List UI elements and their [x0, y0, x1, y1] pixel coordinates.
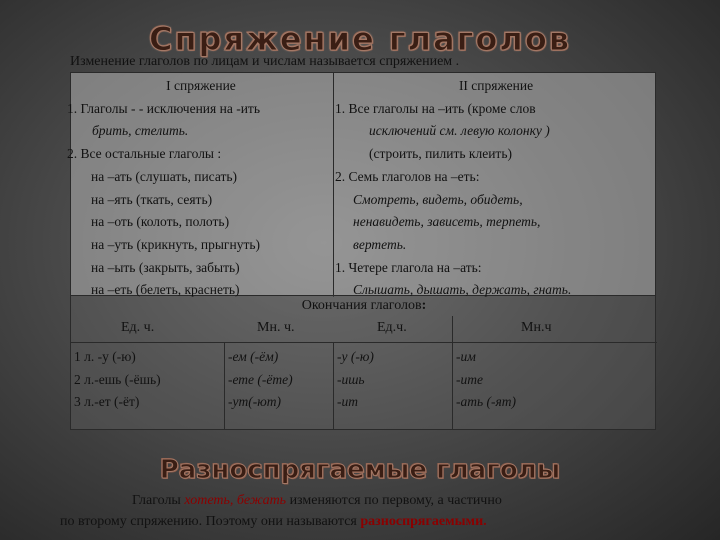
- rule-line: 1. Все глаголы на –ить (кроме слов: [335, 100, 536, 116]
- header-singular-2: Ед.ч.: [377, 320, 407, 335]
- highlighted-term: разноспрягаемыми.: [360, 514, 487, 529]
- slide-title: Спряжение глаголов: [148, 20, 572, 58]
- rule-line: 2. Все остальные глаголы :: [67, 146, 222, 162]
- first-conjugation-column: [67, 75, 335, 302]
- rule-line: вертеть.: [353, 236, 407, 252]
- endings-cell-plural-1: [228, 346, 293, 414]
- cell-divider: [452, 342, 453, 430]
- highlighted-verbs: хотеть, бежать: [184, 493, 287, 508]
- ending-line: -ут(-ют): [228, 394, 281, 410]
- ending-line: -ишь: [337, 371, 365, 387]
- ending-line: 1 л. -у (-ю): [74, 349, 136, 364]
- cell-divider: [333, 342, 334, 430]
- rule-line: брить, стелить.: [92, 123, 189, 139]
- ending-line: -ете (-ёте): [228, 371, 293, 387]
- header-divider: [452, 316, 453, 342]
- conjugation-table: [67, 72, 656, 430]
- ending-line: -ите: [456, 371, 483, 387]
- endings-section: [70, 296, 656, 430]
- endings-cell-singular-2: [337, 346, 374, 414]
- rule-line: на –ять (ткать, сеять): [91, 191, 213, 207]
- second-conjugation-column: [335, 75, 657, 302]
- endings-cell-plural-2: [456, 346, 516, 414]
- rule-line: (строить, пилить клеить): [369, 146, 512, 162]
- ending-line: 2 л.-ешь (-ёшь): [74, 371, 161, 387]
- endings-title: [71, 298, 657, 314]
- endings-title-text: Окончания глаголов: [301, 298, 422, 313]
- rule-line: 2. Семь глаголов на –еть:: [335, 168, 480, 184]
- rule-line: Слышать, дышать, держать, гнать.: [353, 282, 572, 298]
- ending-line: -ем (-ём): [228, 349, 279, 364]
- paragraph-text: Глаголы: [132, 493, 185, 508]
- ending-line: -ит: [337, 394, 358, 410]
- ending-line: 3 л.-ет (-ёт): [74, 394, 140, 410]
- rule-line: на –ать (слушать, писать): [91, 168, 238, 184]
- section-title: Разноспрягаемые глаголы: [159, 455, 561, 485]
- rule-line: 1. Глаголы - - исключения на -ить: [67, 100, 260, 116]
- rule-line: на –ыть (закрыть, забыть): [91, 259, 240, 275]
- conjugation-rules-section: [67, 72, 656, 298]
- second-conjugation-heading: II спряжение: [458, 78, 534, 93]
- bottom-paragraph: [60, 490, 680, 532]
- header-plural-2: Мн.ч: [521, 320, 552, 335]
- paragraph-text: по второму спряжению. Поэтому они называются: [60, 514, 361, 529]
- rule-line: на –оть (колоть, полоть): [91, 214, 230, 230]
- rule-line: на –еть (белеть, краснеть): [91, 282, 240, 298]
- rule-line: Смотреть, видеть, обидеть,: [353, 191, 523, 207]
- endings-title-colon: :: [421, 298, 427, 313]
- cell-divider: [224, 342, 225, 430]
- definition-text: Изменение глаголов по лицам и числам называется спряжением .: [70, 54, 460, 69]
- header-singular-1: Ед. ч.: [121, 320, 155, 335]
- header-plural-1: Мн. ч.: [257, 320, 295, 335]
- ending-line: -им: [456, 349, 476, 364]
- rule-line: исключений см. левую колонку ): [369, 123, 550, 139]
- endings-header-rule: [71, 342, 657, 343]
- rule-line: на –уть (крикнуть, прыгнуть): [91, 236, 261, 252]
- ending-line: -у (-ю): [337, 349, 374, 364]
- paragraph-text: изменяются по первому, а частично: [286, 493, 502, 508]
- rule-line: ненавидеть, зависеть, терпеть,: [353, 214, 541, 230]
- rule-line: 1. Четере глагола на –ать:: [335, 259, 482, 275]
- ending-line: -ать (-ят): [456, 394, 517, 410]
- first-conjugation-heading: I спряжение: [166, 78, 236, 93]
- endings-cell-singular-1: [74, 346, 161, 414]
